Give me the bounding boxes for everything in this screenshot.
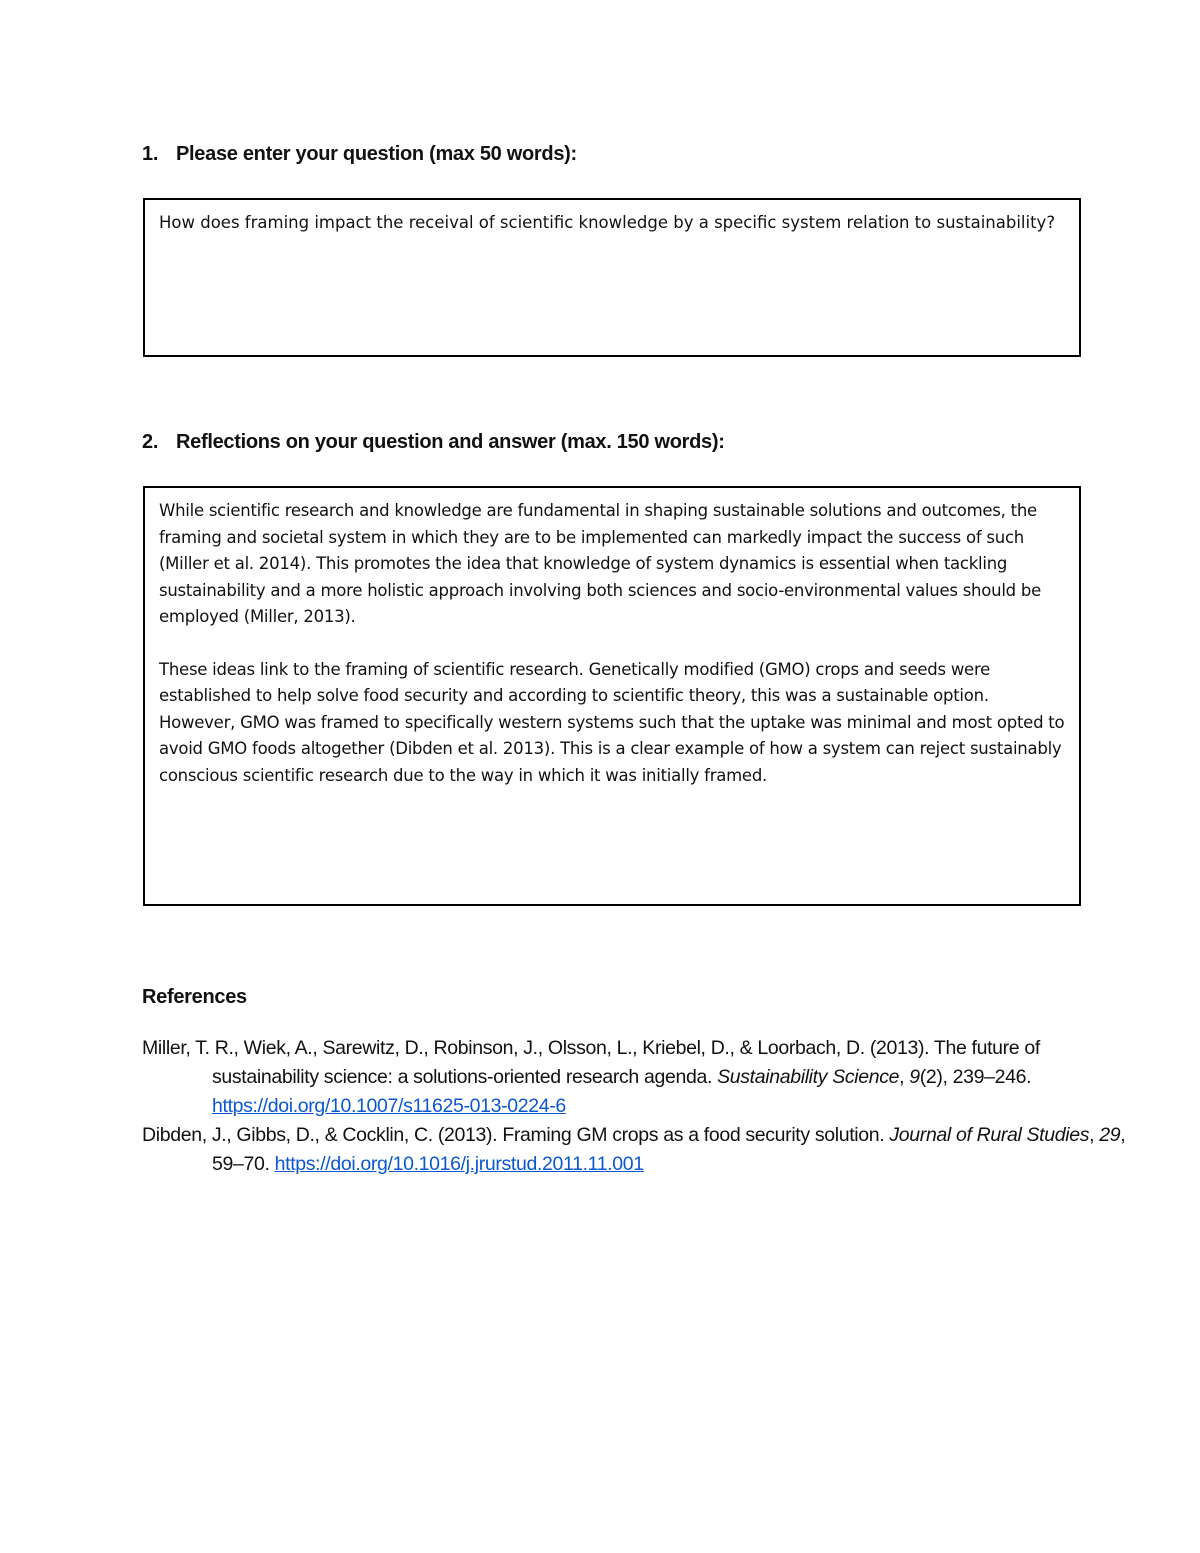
reflection-paragraph-2: These ideas link to the framing of scientific research. Genetically modified (GMO) crops and seeds were established to help solve food security and according to scientific theory, this was a sustainable option. However, GMO was framed to specifically western systems such that the uptake was minimal and most opted to avoid GMO foods altogether (Dibden et al. 2013). This is a clear example of how a system can reject sustainably conscious scientific research due to the way in which it was initially framed.	[159, 659, 1065, 785]
question-text: How does framing impact the receival of scientific knowledge by a specific system relation to sustainability?	[159, 213, 1056, 232]
reference-authors: Dibden, J., Gibbs, D., & Cocklin, C. (2013).	[142, 1124, 498, 1146]
reflection-answer-box[interactable]	[143, 486, 1081, 906]
section-1-title: Please enter your question (max 50 words):	[176, 143, 577, 165]
references-heading: References	[142, 986, 247, 1008]
reference-authors: Miller, T. R., Wiek, A., Sarewitz, D., Robinson, J., Olsson, L., Kriebel, D., & Loorbach, D. (2013).	[142, 1037, 930, 1059]
reference-doi-link[interactable]: https://doi.org/10.1007/s11625-013-0224-6	[212, 1095, 566, 1117]
reference-issue-pages: (2), 239–246.	[919, 1066, 1032, 1088]
reference-volume: 29	[1099, 1124, 1121, 1146]
section-2-heading	[142, 431, 725, 454]
reference-item: Dibden, J., Gibbs, D., & Cocklin, C. (2013). Framing GM crops as a food security solution. Journal of Rural Studies, 29, 59–70. https://doi.org/10.1016/j.jrurstud.2011.11.001	[142, 1124, 1126, 1175]
reflection-paragraph-1: While scientific research and knowledge are fundamental in shaping sustainable solutions and outcomes, the framing and societal system in which they are to be implemented can markedly impact the success of such (Miller et al. 2014). This promotes the idea that knowledge of system dynamics is essential when tackling sustainability and a more holistic approach involving both sciences and socio-environmental values should be employed (Miller, 2013).	[159, 501, 1041, 626]
reference-journal: Sustainability Science	[717, 1066, 900, 1088]
reference-journal: Journal of Rural Studies	[889, 1124, 1090, 1146]
question-answer-box[interactable]	[143, 198, 1081, 357]
reference-volume: 9	[909, 1066, 920, 1088]
section-1-heading	[142, 143, 577, 166]
reference-title: Framing GM crops as a food security solution.	[502, 1124, 885, 1146]
section-2-title: Reflections on your question and answer (max. 150 words):	[176, 431, 725, 453]
section-1-number: 1.	[142, 143, 159, 165]
reference-title: The future of sustainability science: a solutions-oriented research agenda.	[212, 1037, 1040, 1088]
reference-issue-pages: , 59–70.	[212, 1124, 1126, 1175]
reference-item: Miller, T. R., Wiek, A., Sarewitz, D., Robinson, J., Olsson, L., Kriebel, D., & Loorbach, D. (2013). The future of sustainability science: a solutions-oriented research agenda. Sustainability Science, 9(2), 239–246. https://doi.org/10.1007/s11625-013-0224-6	[142, 1037, 1040, 1117]
reference-doi-link[interactable]: https://doi.org/10.1016/j.jrurstud.2011.11.001	[274, 1153, 644, 1175]
section-2-number: 2.	[142, 431, 159, 453]
